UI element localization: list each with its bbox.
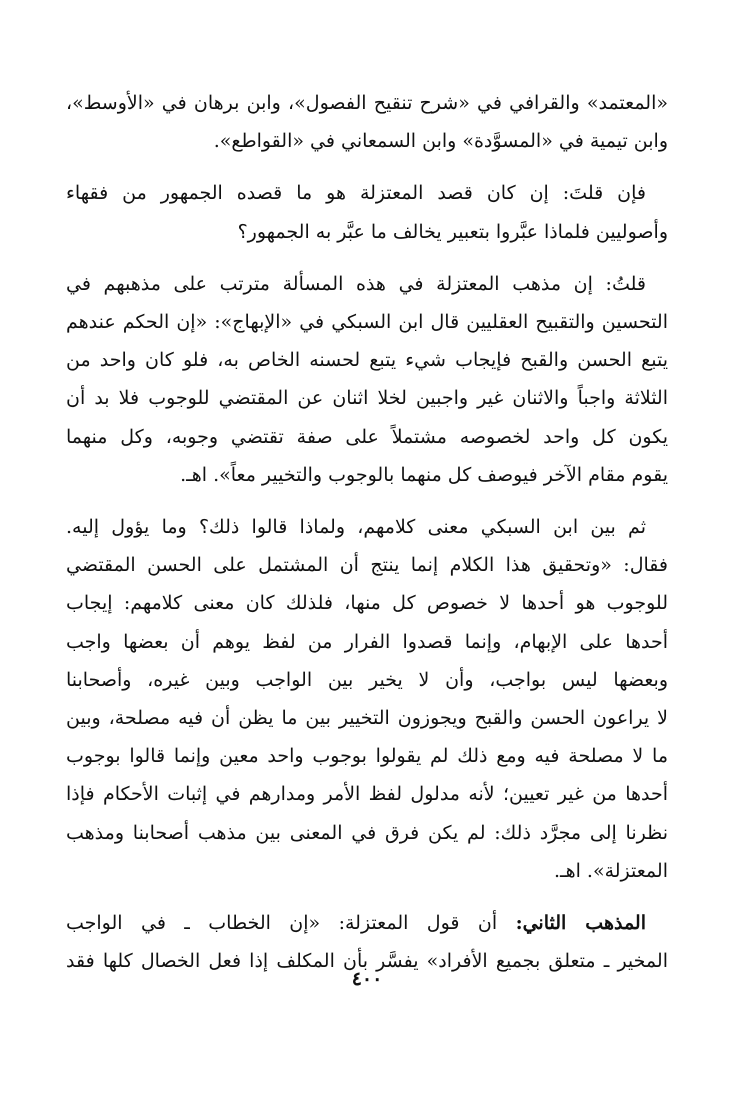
section-heading: المذهب الثاني: <box>515 912 646 935</box>
text-line: «المعتمد» والقرافي في «شرح تنقيح الفصول»، وابن برهان في «الأوسط»، <box>66 92 668 114</box>
text-line: أحدها على الإبهام، وإنما قصدوا الفرار من لفظ يوهم أن بعضها واجب <box>66 630 668 653</box>
text-line <box>66 904 668 942</box>
text-fragment: أن قول المعتزلة: «إن الخطاب ـ في الواجب <box>66 912 516 935</box>
text-line: ثم بين ابن السبكي معنى كلامهم، ولماذا قالوا ذلك؟ وما يؤول إليه. <box>66 516 646 539</box>
text-line: يكون كل واحد لخصوصه مشتملاً على صفة تقتضي وجوبه، وكل منهما <box>66 425 668 448</box>
text-line: للوجوب هو أحدها لا خصوص كل منها، فلذلك كان معنى كلامهم: إيجاب <box>66 592 668 615</box>
text-line: وأصوليين فلماذا عبَّروا بتعبير يخالف ما عبَّر به الجمهور؟ <box>237 220 668 243</box>
text-line: فإن قلتَ: إن كان قصد المعتزلة هو ما قصده الجمهور من فقهاء <box>66 182 646 205</box>
body-text <box>66 84 668 994</box>
text-line: يتبع الحسن والقبح فإيجاب شيء يتبع لحسنه الخاص به، فلو كان واحد من <box>66 349 668 372</box>
text-line: فقال: «وتحقيق هذا الكلام إنما ينتج أن المشتمل على الحسن المقتضي <box>66 554 668 577</box>
text-line: نظرنا إلى مجرَّد ذلك: لم يكن فرق في المعنى بين مذهب أصحابنا ومذهب <box>66 821 668 844</box>
paragraph-question <box>66 174 668 250</box>
text-line: يقوم مقام الآخر فيوصف كل منهما بالوجوب والتخيير معاً». اهـ. <box>180 463 668 486</box>
text-line: قلتُ: إن مذهب المعتزلة في هذه المسألة مترتب على مذهبهم في <box>66 272 646 295</box>
page-number: ٤٠٠ <box>351 968 383 990</box>
text-line: المخير ـ متعلق بجميع الأفراد» يفسَّر بأن المكلف إذا فعل الخصال كلها فقد <box>66 950 668 973</box>
text-line: المعتزلة». اهـ. <box>553 859 668 882</box>
paragraph-answer <box>66 265 668 494</box>
text-line: التحسين والتقبيح العقليين قال ابن السبكي في «الإبهاج»: «إن الحكم عندهم <box>66 311 668 334</box>
text-line: لا يراعون الحسن والقبح ويجوزون التخيير بين ما يظن أن فيه مصلحة، وبين <box>66 707 668 730</box>
paragraph-references <box>66 84 668 160</box>
text-line: وابن تيمية في «المسوَّدة» وابن السمعاني في «القواطع». <box>213 130 668 153</box>
paragraph-subki-explanation <box>66 508 668 890</box>
text-line: الثلاثة واجباً والاثنان غير واجبين لخلا اثنان عن المقتضي للوجوب فلا بد أن <box>66 387 668 410</box>
text-line: ما لا مصلحة فيه ومع ذلك لم يقولوا بوجوب واحد معين وإنما قالوا بوجوب <box>66 745 668 768</box>
text-line: وبعضها ليس بواجب، وأن لا يخير بين الواجب وبين غيره، وأصحابنا <box>66 668 668 691</box>
text-line: أحدها من غير تعيين؛ لأنه مدلول لفظ الأمر ومدارهم في إثبات الأحكام فإذا <box>66 783 668 806</box>
